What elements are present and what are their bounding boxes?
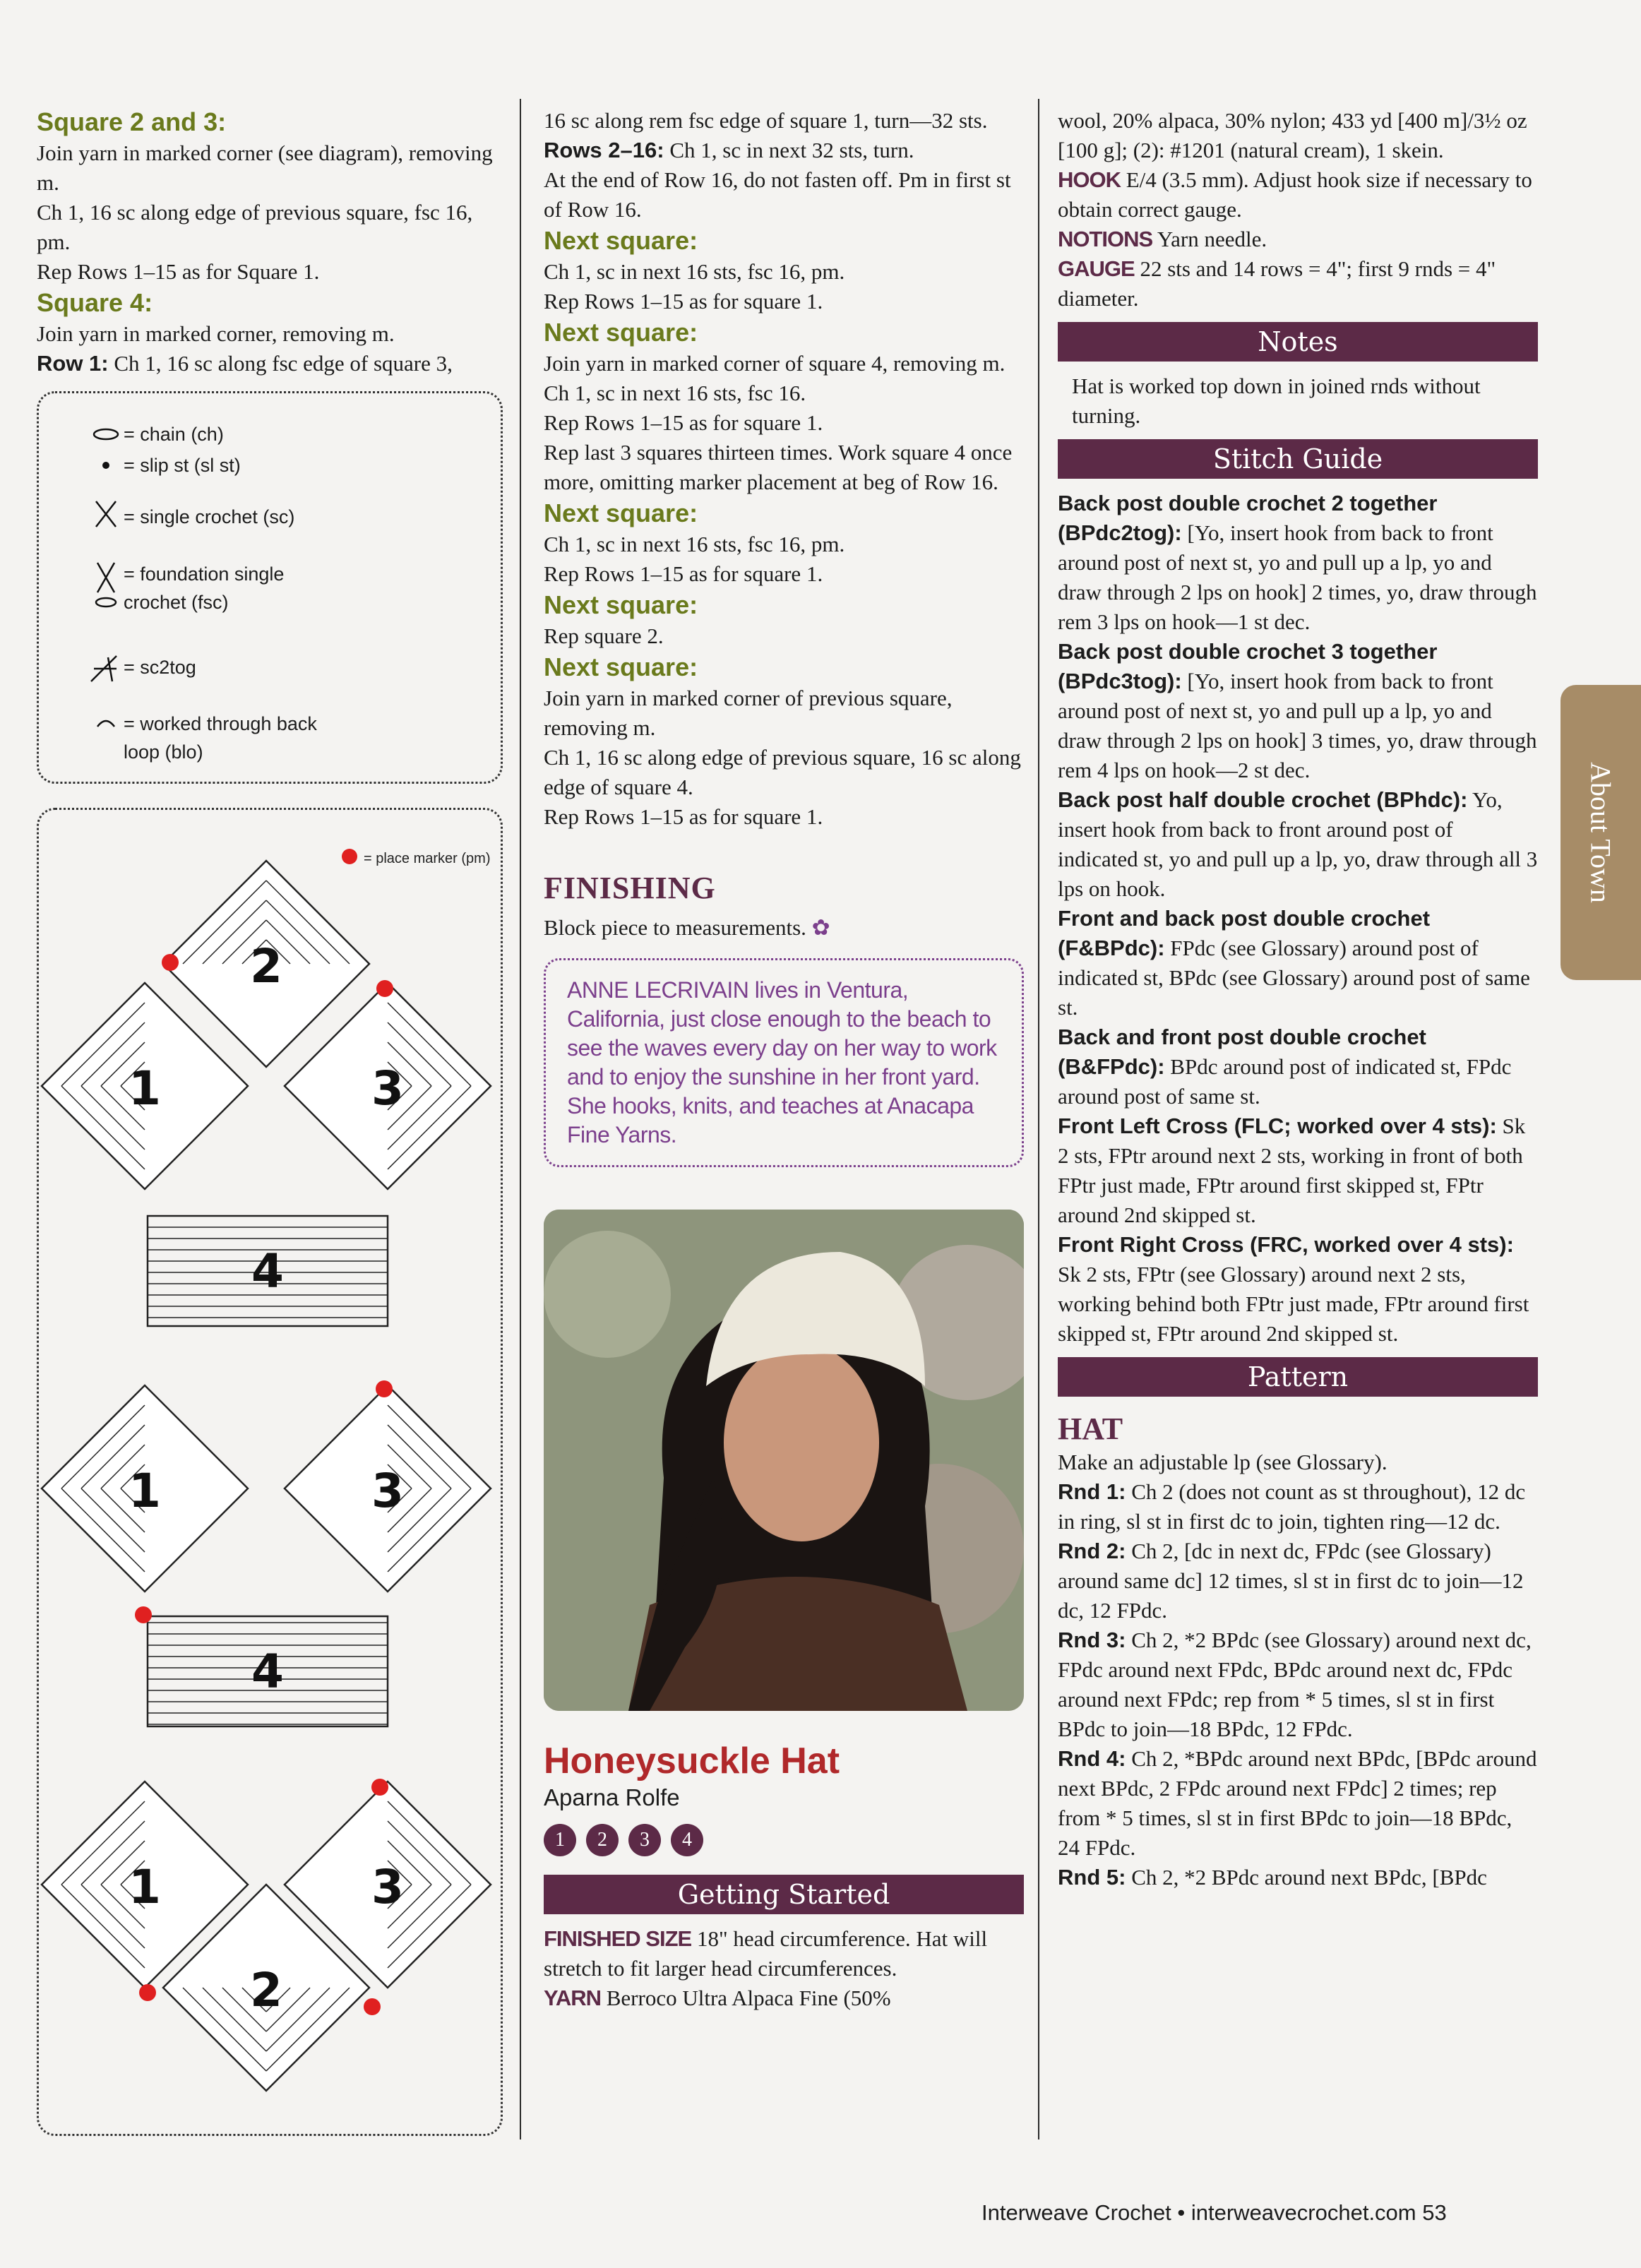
square-number: 3 [371,1860,404,1914]
square-layout-diagram [39,810,505,2134]
hat-heading: HAT [1058,1411,1123,1446]
chain-icon [92,420,120,448]
round-instruction: Rnd 5: Ch 2, *2 BPdc around next BPdc, [BPdc [1058,1865,1487,1890]
square-2-3-line: Join yarn in marked corner (see diagram), removing m. [37,141,493,195]
stitch-definition: Front and back post double crochet (F&BPdc): FPdc (see Glossary) around post of indicated st, BPdc (see Glossary) around post of same st. [1058,906,1530,1020]
column-3 [1058,106,1538,1892]
instruction-line: Ch 1, 16 sc along edge of previous square, 16 sc along edge of square 4. [544,745,1021,799]
stitch-definition: Back post double crochet 2 together (BPdc2tog): [Yo, insert hook from back to front around post of next st, yo and pull up a lp, yo and draw through 2 lps on hook] 2 times, yo, draw through rem 3 lps on hook—1 st dec. [1058,491,1537,634]
instruction-line: Rep square 2. [544,623,664,648]
finishing-heading: FINISHING [544,871,716,905]
yarn-info-continued: wool, 20% alpaca, 30% nylon; 433 yd [400 m]/3½ oz [100 g]; (2): #1201 (natural cream), 1 skein. [1058,108,1527,162]
stitch-definition: Back post half double crochet (BPhdc): Yo, insert hook from back to front around post of indicated st, yo and pull up a lp, yo, draw through all 3 lps on hook. [1058,787,1538,901]
square-2-3-line: Ch 1, 16 sc along edge of previous square, fsc 16, pm. [37,200,473,254]
instruction-line: Join yarn in marked corner of square 4, removing m. [544,351,1006,376]
rows-instruction: Rows 2–16: Ch 1, sc in next 32 sts, turn. [544,138,914,162]
legend-item: = chain (ch) [124,420,224,448]
notes-text: Hat is worked top down in joined rnds without turning. [1072,374,1481,428]
stitch-definition: Front Right Cross (FRC, worked over 4 sts): Sk 2 sts, FPtr (see Glossary) around next 2 sts, working behind both FPtr just made, FPtr around first skipped st, FPtr around 2nd skipped st. [1058,1232,1529,1346]
hat-intro: Make an adjustable lp (see Glossary). [1058,1450,1388,1474]
square-2-3-heading: Square 2 and 3: [37,107,227,136]
instruction-line: Ch 1, sc in next 16 sts, fsc 16, pm. [544,259,845,284]
round-instruction: Rnd 1: Ch 2 (does not count as st throughout), 12 dc in ring, sl st in first dc to join, tighten ring—12 dc. [1058,1479,1526,1534]
square-number: 1 [129,1464,161,1518]
skill-level-indicators [544,1824,1024,1859]
sc2tog-icon [88,653,119,684]
legend-item: = slip st (sl st) [124,451,241,479]
square-number: 3 [371,1464,404,1518]
next-square-heading: Next square: [544,318,698,347]
instruction-line: Ch 1, sc in next 16 sts, fsc 16, pm. [544,532,845,556]
marker-dot [371,1779,388,1796]
column-rule-2 [1038,99,1039,2139]
square-number: 2 [250,1963,282,2017]
pattern-title: Honeysuckle Hat [544,1741,840,1781]
column-2 [544,106,1024,2013]
finished-size: FINISHED SIZE 18" head circumference. Hat will stretch to fit larger head circumferences. [544,1926,988,1981]
yarn-info: YARN Berroco Ultra Alpaca Fine (50% [544,1986,891,2010]
slip-stitch-icon [92,451,120,479]
legend-item: = single crochet (sc) [124,503,294,531]
single-crochet-icon [92,499,120,530]
stitch-guide-banner: Stitch Guide [1058,439,1538,479]
round-instruction: Rnd 2: Ch 2, [dc in next dc, FPdc (see Glossary) around same dc] 12 times, sl st in first dc to join—12 dc, 12 FPdc. [1058,1539,1524,1623]
instruction-line: Rep Rows 1–15 as for square 1. [544,289,823,314]
next-square-heading: Next square: [544,590,698,619]
marker-dot [364,1998,381,2015]
flower-end-icon: ✿ [811,915,830,940]
designer-bio: ANNE LECRIVAIN lives in Ventura, California, just close enough to the beach to see the waves every day on her way to work and to enjoy the sunshine in her front yard. She hooks, knits, and teaches at Anacapa Fine Yarns. [544,958,1024,1167]
stitch-key-box [37,391,503,784]
notions-info: NOTIONS Yarn needle. [1058,227,1267,251]
legend-item: = foundation single crochet (fsc) [124,560,335,616]
back-loop-icon [92,710,120,738]
skill-level-badge: 3 [628,1824,661,1856]
instruction-line: Rep last 3 squares thirteen times. Work square 4 once more, omitting marker placement at beg of Row 16. [544,440,1013,494]
hook-info: HOOK E/4 (3.5 mm). Adjust hook size if necessary to obtain correct gauge. [1058,167,1532,222]
end-row-note: At the end of Row 16, do not fasten off. Pm in first st of Row 16. [544,167,1011,222]
square-number: 3 [371,1061,404,1116]
next-square-heading: Next square: [544,499,698,527]
marker-dot [135,1606,152,1623]
section-tab [1561,685,1641,980]
instruction-line: Rep Rows 1–15 as for square 1. [544,410,823,435]
page-footer: Interweave Crochet • interweavecrochet.com 53 [981,2200,1447,2225]
gauge-info: GAUGE 22 sts and 14 rows = 4"; first 9 rnds = 4" diameter. [1058,256,1496,311]
next-square-heading: Next square: [544,652,698,681]
square-4-heading: Square 4: [37,288,153,317]
designer-name: Aparna Rolfe [544,1784,680,1810]
column-1 [37,106,503,2136]
stitch-definition: Front Left Cross (FLC; worked over 4 sts): Sk 2 sts, FPtr around next 2 sts, working in front of both FPtr just made, FPtr around first skipped st, FPtr around 2nd skipped st. [1058,1114,1526,1227]
next-square-heading: Next square: [544,226,698,255]
round-instruction: Rnd 4: Ch 2, *BPdc around next BPdc, [BPdc around next BPdc, 2 FPdc around next FPdc] 2 times; rep from * 5 times, sl st in first BPdc to join—18 BPdc, 24 FPdc. [1058,1746,1537,1860]
marker-dot [376,980,393,997]
finishing-text: Block piece to measurements. ✿ [544,915,830,940]
round-instruction: Rnd 3: Ch 2, *2 BPdc (see Glossary) around next dc, FPdc around next FPdc, BPdc around next dc, FPdc around next FPdc; rep from * 5 times, sl st in first BPdc to join—18 BPdc, 12 FPdc. [1058,1628,1532,1741]
stitch-definition: Back post double crochet 3 together (BPdc3tog): [Yo, insert hook from back to front around post of next st, yo and pull up a lp, yo and draw through 2 lps on hook] 3 times, yo, draw through rem 4 lps on hook—2 st dec. [1058,639,1537,782]
stitch-definition: Back and front post double crochet (B&FPdc): BPdc around post of indicated st, FPdc around post of same st. [1058,1025,1512,1109]
skill-level-badge: 1 [544,1824,576,1856]
square-number: 1 [129,1061,161,1116]
getting-started-banner: Getting Started [544,1875,1024,1914]
column-rule-1 [520,99,521,2139]
assembly-diagram [37,808,503,2136]
square-number: 2 [250,939,282,993]
legend-item: = sc2tog [124,653,196,681]
notes-banner: Notes [1058,322,1538,362]
square-number: 4 [251,1645,284,1699]
square-2-3-line: Rep Rows 1–15 as for Square 1. [37,259,320,284]
section-tab-label: About Town [1585,762,1617,903]
marker-icon [342,849,357,864]
instruction-line: Join yarn in marked corner of previous square, removing m. [544,686,953,740]
marker-legend-label: = place marker (pm) [364,851,491,866]
square-number: 4 [251,1244,284,1299]
instruction-line: Ch 1, sc in next 16 sts, fsc 16. [544,381,806,405]
skill-level-badge: 2 [586,1824,619,1856]
foundation-single-crochet-icon [92,560,120,612]
intro-line: 16 sc along rem fsc edge of square 1, turn—32 sts. [544,108,988,133]
square-4-line: Join yarn in marked corner, removing m. [37,321,395,346]
square-4-row-1: Row 1: Ch 1, 16 sc along fsc edge of square 3, [37,351,453,376]
pattern-banner: Pattern [1058,1357,1538,1397]
hat-model-photo [544,1210,1024,1711]
marker-dot [376,1380,393,1397]
marker-dot [139,1984,156,2001]
square-number: 1 [129,1860,161,1914]
marker-dot [162,954,179,971]
instruction-line: Rep Rows 1–15 as for square 1. [544,561,823,586]
instruction-line: Rep Rows 1–15 as for square 1. [544,804,823,829]
photo-illustration [544,1210,1024,1711]
legend-item: = worked through back loop (blo) [124,710,335,766]
skill-level-badge: 4 [671,1824,703,1856]
